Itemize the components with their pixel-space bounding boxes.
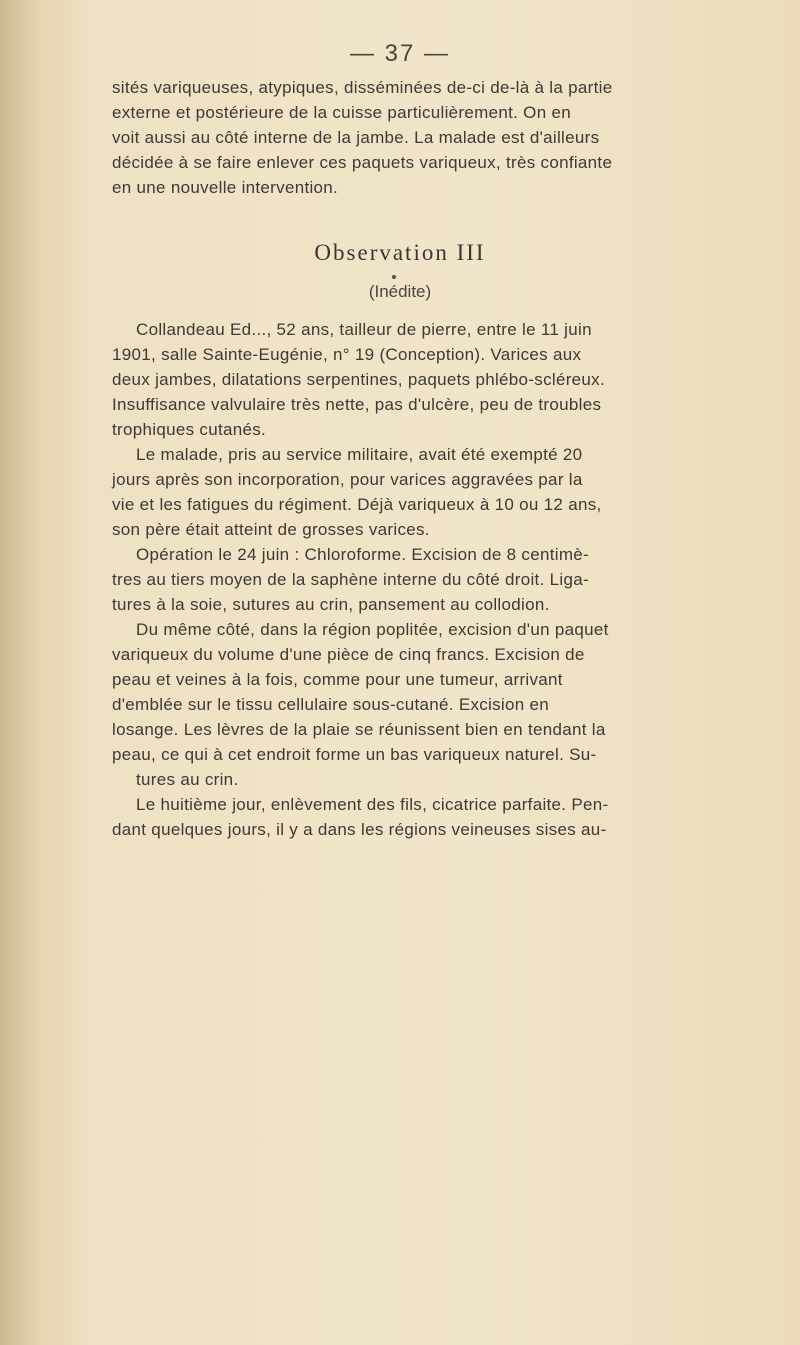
body-line-12: tures à la soie, sutures au crin, pansement au collodion. (112, 595, 550, 614)
ink-speck (392, 275, 396, 279)
body-line-20: Le huitième jour, enlèvement des fils, cicatrice parfaite. Pen- (136, 795, 609, 814)
body-line-13: Du même côté, dans la région poplitée, excision d'un paquet (136, 620, 609, 639)
intro-line-3: voit aussi au côté interne de la jambe. La malade est d'ailleurs (112, 128, 600, 147)
body-line-18: peau, ce qui à cet endroit forme un bas variqueux naturel. Su- (112, 745, 597, 764)
body-line-10: Opération le 24 juin : Chloroforme. Excision de 8 centimè- (136, 545, 589, 564)
body-line-2: 1901, salle Sainte-Eugénie, n° 19 (Conception). Varices aux (112, 345, 582, 364)
observation-subtitle: (Inédite) (368, 282, 432, 301)
body-line-9: son père était atteint de grosses varices. (112, 520, 430, 539)
body-line-6: Le malade, pris au service militaire, avait été exempté 20 (136, 445, 583, 464)
body-line-14: variqueux du volume d'une pièce de cinq francs. Excision de (112, 645, 585, 664)
intro-line-5: en une nouvelle intervention. (112, 178, 339, 197)
body-line-15: peau et veines à la fois, comme pour une tumeur, arrivant (112, 670, 563, 689)
body-line-21: dant quelques jours, il y a dans les régions veineuses sises au- (112, 820, 607, 839)
intro-line-1: sités variqueuses, atypiques, disséminées de-ci de-là à la partie (112, 78, 613, 97)
body-line-5: trophiques cutanés. (112, 420, 267, 439)
body-line-16: d'emblée sur le tissu cellulaire sous-cutané. Excision en (112, 695, 550, 714)
intro-line-2: externe et postérieure de la cuisse particulièrement. On en (112, 103, 571, 122)
body-line-4: Insuffisance valvulaire très nette, pas d'ulcère, peu de troubles (112, 395, 602, 414)
body-line-11: tres au tiers moyen de la saphène interne du côté droit. Liga- (112, 570, 589, 589)
body-line-8: vie et les fatigues du régiment. Déjà variqueux à 10 ou 12 ans, (112, 495, 602, 514)
body-line-1: Collandeau Ed..., 52 ans, tailleur de pierre, entre le 11 juin (136, 320, 592, 339)
body-line-17: losange. Les lèvres de la plaie se réunissent bien en tendant la (112, 720, 606, 739)
page-number: — 37 — (349, 40, 451, 67)
body-line-19: tures au crin. (136, 770, 239, 789)
body-line-7: jours après son incorporation, pour varices aggravées par la (112, 470, 583, 489)
observation-title: Observation III (314, 240, 486, 265)
intro-line-4: décidée à se faire enlever ces paquets variqueux, très confiante (112, 153, 613, 172)
body-line-3: deux jambes, dilatations serpentines, paquets phlébo-scléreux. (112, 370, 605, 389)
